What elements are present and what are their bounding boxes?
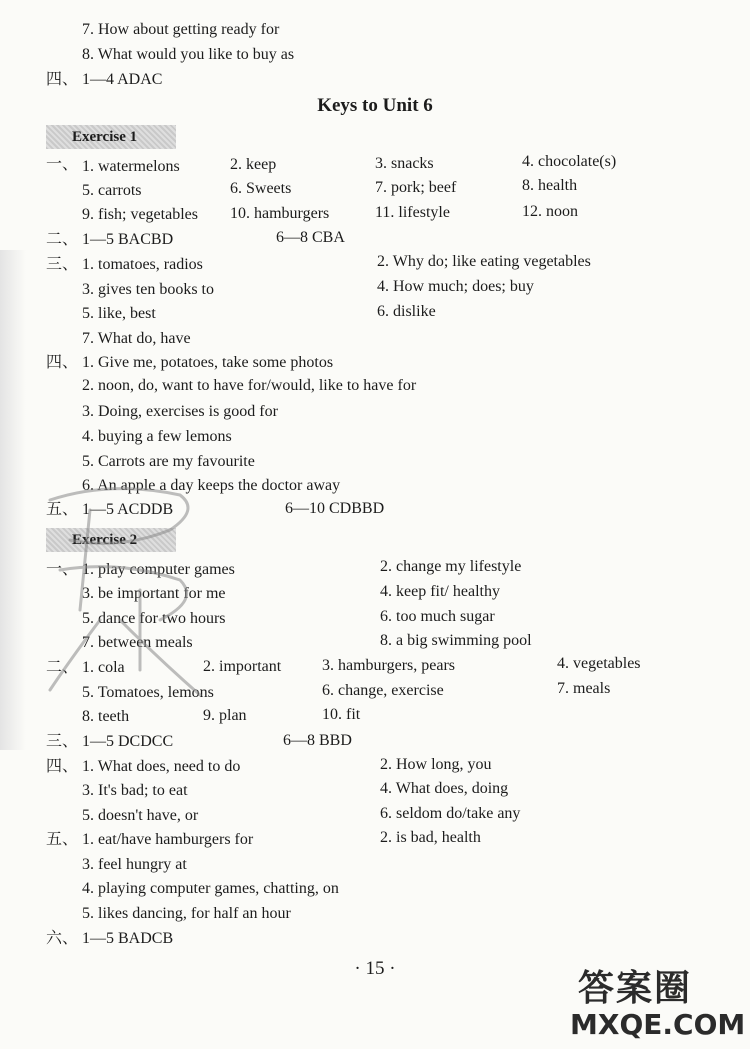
watermark-text: 答案圈 bbox=[578, 968, 693, 1009]
section-label: 四、 bbox=[46, 354, 79, 371]
answer-line: 1. Give me, potatoes, take some photos bbox=[82, 354, 334, 371]
answer: 6. dislike bbox=[377, 303, 436, 320]
answer: 2. Why do; like eating vegetables bbox=[377, 253, 591, 270]
section-label: 四、 bbox=[46, 758, 79, 775]
answer-line: 7. How about getting ready for bbox=[82, 21, 280, 38]
answer: 12. noon bbox=[522, 203, 578, 220]
answer-line: 3. Doing, exercises is good for bbox=[82, 403, 278, 420]
scan-edge-shadow bbox=[0, 250, 26, 750]
answer: 10. hamburgers bbox=[230, 205, 330, 222]
answer: 2. is bad, health bbox=[380, 829, 481, 846]
answer: 6. change, exercise bbox=[322, 682, 444, 699]
answer: 6—8 CBA bbox=[276, 229, 345, 246]
answer: 3. be important for me bbox=[82, 585, 226, 602]
answer: 6. Sweets bbox=[230, 180, 292, 197]
answer: 1. cola bbox=[82, 659, 125, 676]
answer: 4. How much; does; buy bbox=[377, 278, 534, 295]
answer: 1. play computer games bbox=[82, 561, 235, 578]
answer: 8. health bbox=[522, 177, 578, 194]
answer: 2. How long, you bbox=[380, 756, 492, 773]
answer: 6—8 BBD bbox=[283, 732, 352, 749]
answer: 2. keep bbox=[230, 156, 277, 173]
answer: 8. teeth bbox=[82, 708, 130, 725]
answer: 11. lifestyle bbox=[375, 204, 450, 221]
answer-line: 6. An apple a day keeps the doctor away bbox=[82, 477, 341, 494]
answer: 5. like, best bbox=[82, 305, 156, 322]
answer: 9. plan bbox=[203, 707, 247, 724]
answer: 3. snacks bbox=[375, 155, 434, 172]
answer: 1. eat/have hamburgers for bbox=[82, 831, 254, 848]
answer: 1—5 BADCB bbox=[82, 930, 174, 947]
answer-line: 2. noon, do, want to have for/would, like to have for bbox=[82, 377, 417, 394]
answer: 1—5 ACDDB bbox=[82, 501, 174, 518]
section-label: 二、 bbox=[46, 659, 79, 676]
section-label: 五、 bbox=[46, 501, 79, 518]
answer: 2. change my lifestyle bbox=[380, 558, 522, 575]
answer: 7. between meals bbox=[82, 634, 193, 651]
answer: 5. doesn't have, or bbox=[82, 807, 199, 824]
answer: 6. seldom do/take any bbox=[380, 805, 521, 822]
answer: 6. too much sugar bbox=[380, 608, 495, 625]
exercise-2-header: Exercise 2 bbox=[46, 528, 176, 552]
answer: 7. What do, have bbox=[82, 330, 191, 347]
section-label: 三、 bbox=[46, 733, 79, 750]
answer: 1—5 DCDCC bbox=[82, 733, 174, 750]
section-label: 五、 bbox=[46, 831, 79, 848]
answer: 10. fit bbox=[322, 706, 361, 723]
answer-line: 4. playing computer games, chatting, on bbox=[82, 880, 339, 897]
answer-line: 1—4 ADAC bbox=[82, 71, 163, 88]
section-label: 三、 bbox=[46, 256, 79, 273]
answer: 4. vegetables bbox=[557, 655, 641, 672]
answer: 1. watermelons bbox=[82, 158, 180, 175]
watermark-logo bbox=[570, 960, 745, 1045]
answer: 3. It's bad; to eat bbox=[82, 782, 188, 799]
faint-stamp-scribble bbox=[30, 470, 250, 710]
answer-line: 5. likes dancing, for half an hour bbox=[82, 905, 291, 922]
answer: 7. meals bbox=[557, 680, 611, 697]
answer: 5. carrots bbox=[82, 182, 142, 199]
answer-line: 5. Carrots are my favourite bbox=[82, 453, 255, 470]
answer: 1. tomatoes, radios bbox=[82, 256, 203, 273]
answer: 4. keep fit/ healthy bbox=[380, 583, 500, 600]
section-label: 二、 bbox=[46, 231, 79, 248]
section-label: 四、 bbox=[46, 71, 79, 88]
answer: 5. Tomatoes, lemons bbox=[82, 684, 214, 701]
answer: 3. hamburgers, pears bbox=[322, 657, 455, 674]
answer: 8. a big swimming pool bbox=[380, 632, 532, 649]
answer: 7. pork; beef bbox=[375, 179, 457, 196]
answer: 3. gives ten books to bbox=[82, 281, 214, 298]
answer: 5. dance for two hours bbox=[82, 610, 226, 627]
answer: 4. chocolate(s) bbox=[522, 153, 617, 170]
exercise-1-header: Exercise 1 bbox=[46, 125, 176, 149]
answer: 2. important bbox=[203, 658, 282, 675]
answer: 4. What does, doing bbox=[380, 780, 509, 797]
answer: 6—10 CDBBD bbox=[285, 500, 385, 517]
answer-line: 3. feel hungry at bbox=[82, 856, 187, 873]
section-label: 一、 bbox=[46, 561, 79, 578]
answer-line: 4. buying a few lemons bbox=[82, 428, 232, 445]
page-title: Keys to Unit 6 bbox=[317, 95, 433, 116]
answer-line: 8. What would you like to buy as bbox=[82, 46, 295, 63]
page-number: · 15 · bbox=[354, 958, 396, 979]
answer: 1—5 BACBD bbox=[82, 231, 174, 248]
section-label: 一、 bbox=[46, 156, 79, 173]
answer: 1. What does, need to do bbox=[82, 758, 241, 775]
watermark-url: MXQE.COM bbox=[570, 1008, 746, 1041]
answer: 9. fish; vegetables bbox=[82, 206, 198, 223]
section-label: 六、 bbox=[46, 930, 79, 947]
